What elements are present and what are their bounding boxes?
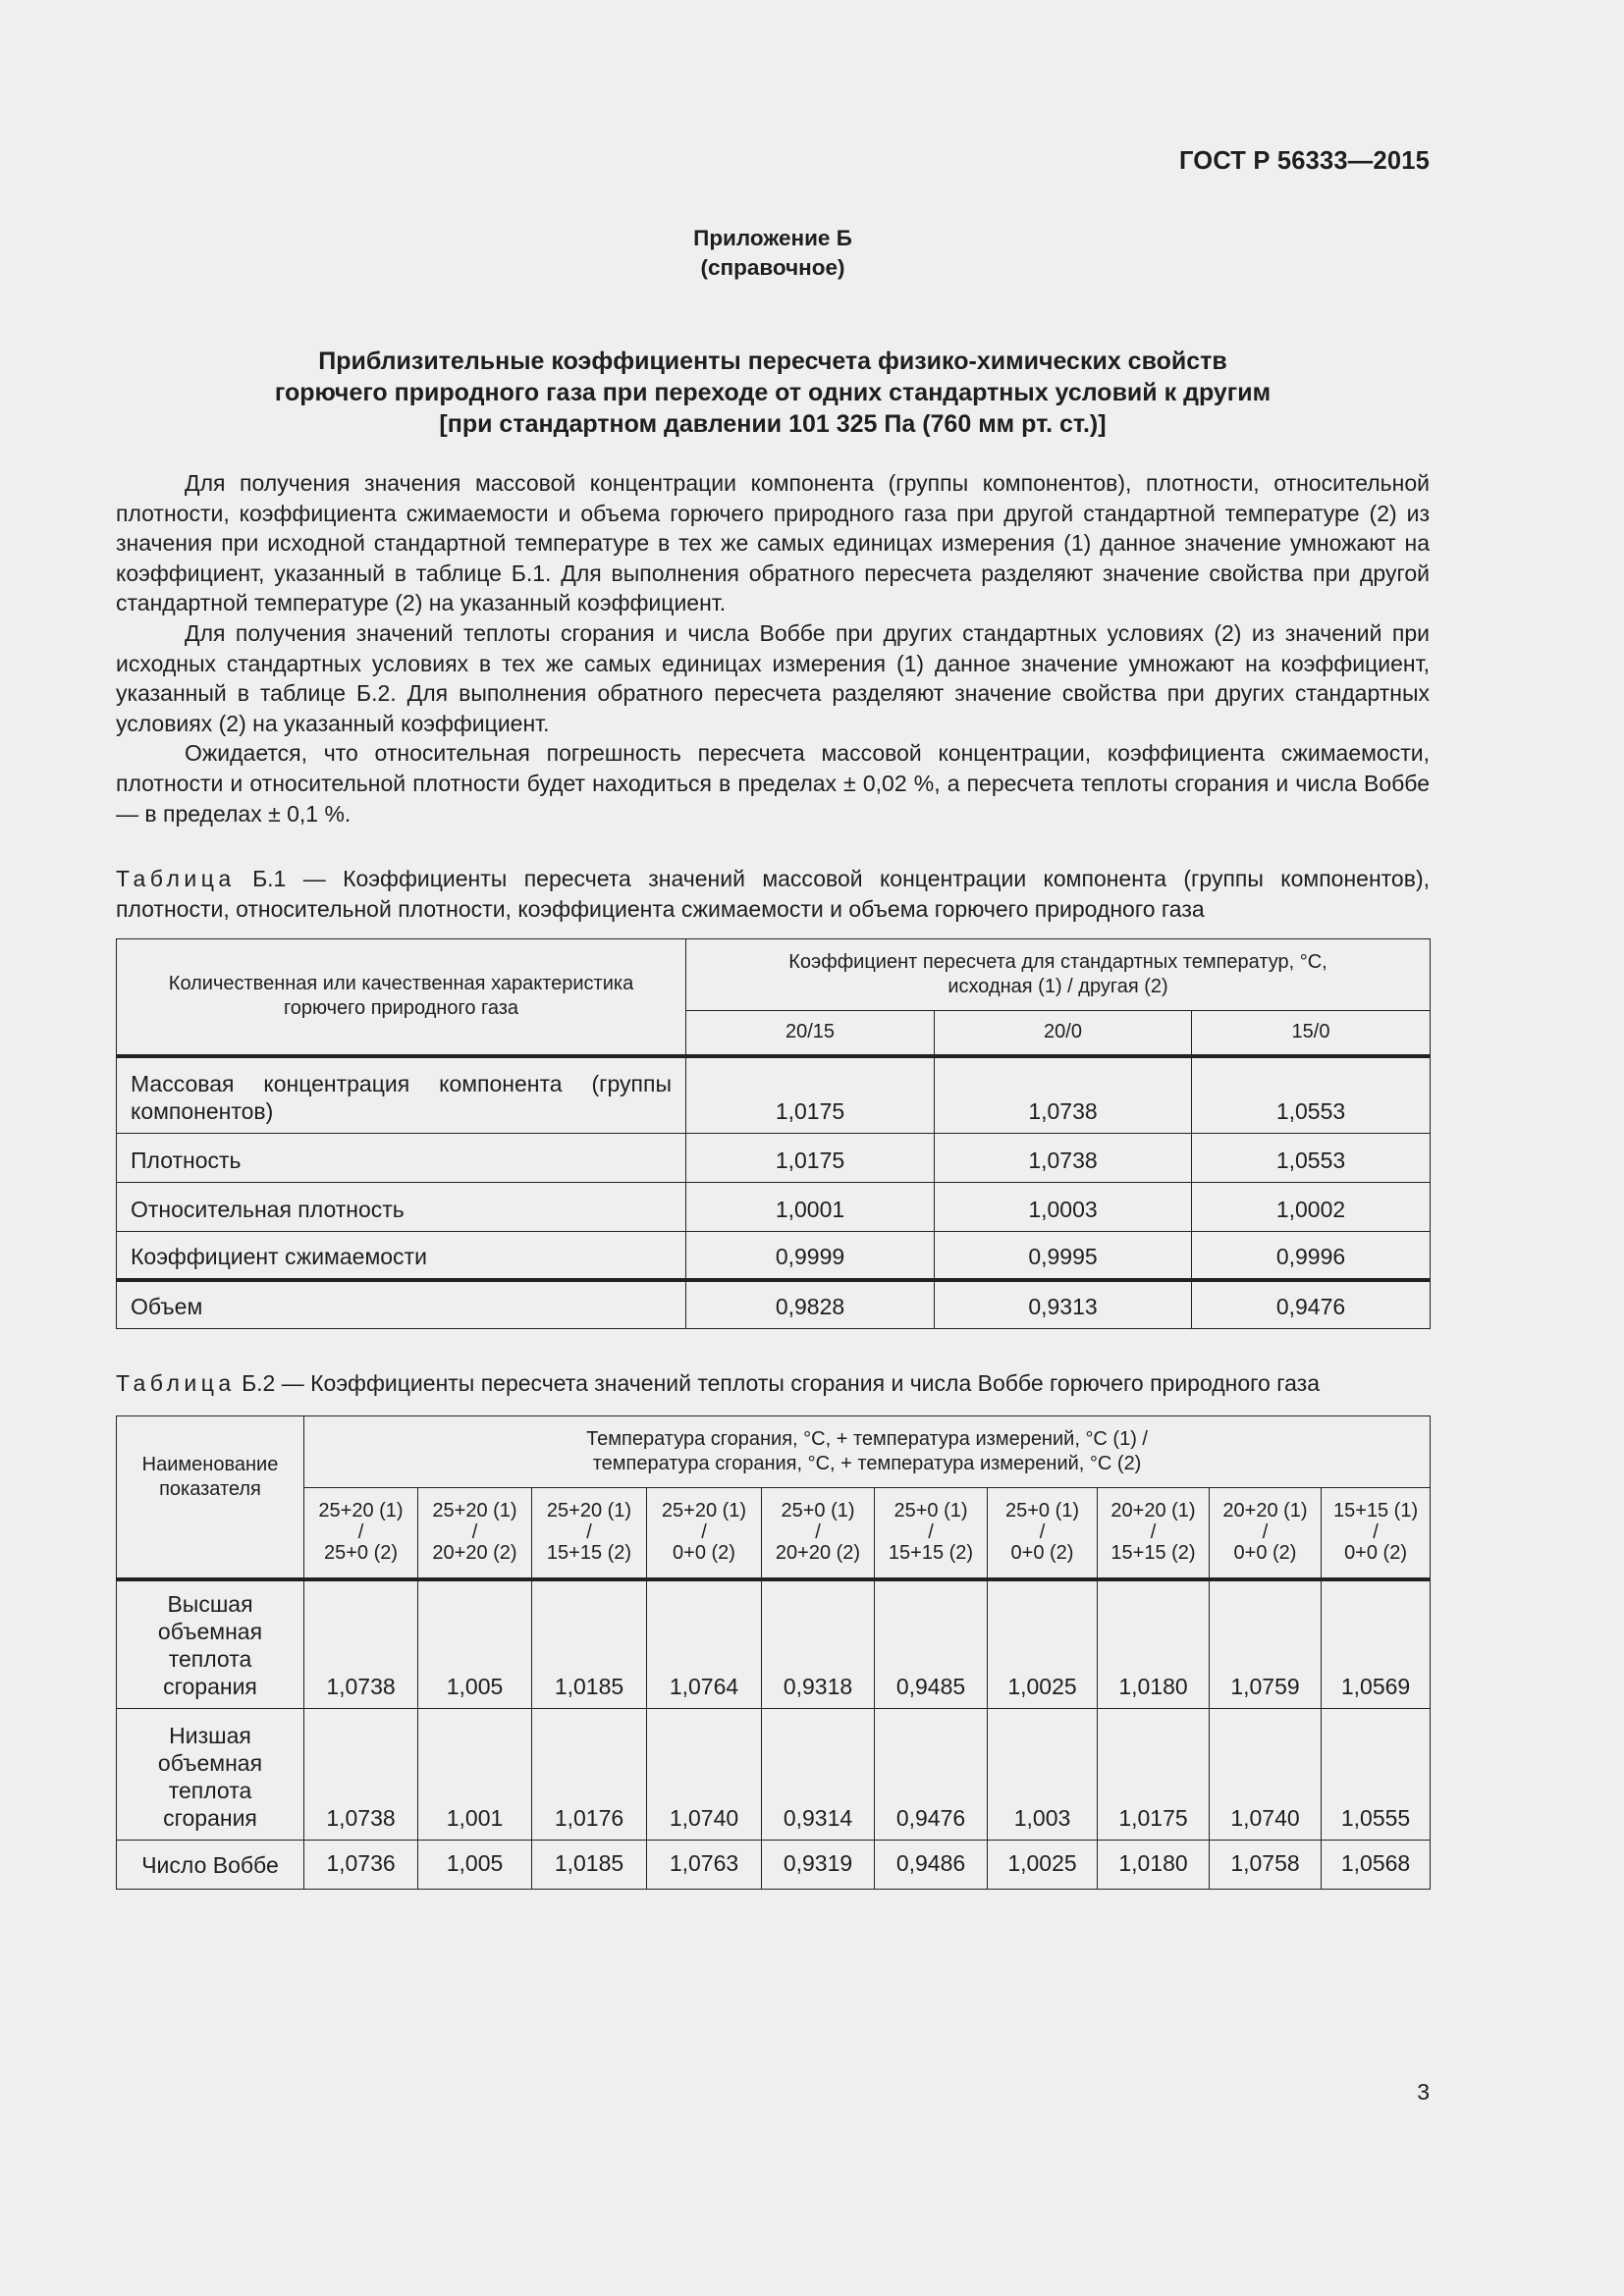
table-row <box>117 1183 1431 1232</box>
table1-caption-text: Б.1 — Коэффициенты пересчета значений массовой концентрации компонента (группы компонентов), плотности, относительной плотности, коэффициента сжимаемости и объема горючего природного газа <box>116 866 1430 922</box>
table2-header-line-2: температура сгорания, °С, + температура измерений, °С (2) <box>592 1453 1142 1474</box>
column-header-bottom: 20+20 (2) <box>432 1542 517 1565</box>
column-header-sep: / <box>1150 1522 1157 1544</box>
cell-value: 1,0025 <box>988 1579 1098 1709</box>
cell-value: 1,0763 <box>647 1841 762 1890</box>
title-line-1: Приблизительные коэффициенты пересчета физико-химических свойств <box>318 347 1227 375</box>
cell-value: 1,0553 <box>1192 1134 1431 1183</box>
cell-value: 1,0180 <box>1098 1841 1210 1890</box>
row-label: Объем <box>117 1280 686 1329</box>
cell-value: 0,9319 <box>762 1841 875 1890</box>
table-row <box>117 1709 1431 1841</box>
column-header-sep: / <box>928 1522 934 1544</box>
table2-caption-label: Таблица <box>116 1370 236 1396</box>
page-number: 3 <box>1417 2079 1430 2105</box>
cell-value: 1,0003 <box>935 1183 1192 1232</box>
cell-value: 0,9476 <box>1192 1280 1431 1329</box>
cell-value: 1,0553 <box>1192 1056 1431 1134</box>
column-header-top: 20+20 (1) <box>1222 1500 1308 1522</box>
table-b1 <box>116 938 1431 1329</box>
cell-value: 1,0176 <box>532 1709 647 1841</box>
paragraph-2: Для получения значений теплоты сгорания и числа Воббе при других стандартных условиях (2) из значений при исходных стандартных условиях в тех же самых единицах измерения (1) данное значение умножают на коэффициент, указанный в таблице Б.2. Для выполнения обратного пересчета разделяют значение свойства при других стандартных условиях (2) на указанный коэффициент. <box>116 619 1430 736</box>
table1-caption-label: Таблица <box>116 866 236 891</box>
table-row <box>117 1579 1431 1709</box>
paragraph-1: Для получения значения массовой концентрации компонента (группы компонентов), плотности, относительной плотности, коэффициента сжимаемости и объема горючего природного газа при другой стандартной температуре (2) из значения при исходной стандартной температуре в тех же самых единицах измерения (1) данное значение умножают на коэффициент, указанный в таблице Б.1. Для выполнения обратного пересчета разделяют значение свойства при другой стандартной температуре (2) на указанный коэффициент. <box>116 470 1430 616</box>
table2-column-header <box>762 1488 875 1579</box>
column-header-sep: / <box>357 1522 364 1544</box>
title-line-2: горючего природного газа при переходе от одних стандартных условий к другим <box>274 379 1272 406</box>
cell-value: 1,0002 <box>1192 1183 1431 1232</box>
table-row <box>117 1232 1431 1280</box>
column-header-bottom: 0+0 (2) <box>673 1542 735 1565</box>
table-row <box>117 1056 1431 1134</box>
table1-header-characteristic: Количественная или качественная характеристика горючего природного газа <box>117 939 686 1056</box>
cell-value: 1,0569 <box>1322 1579 1431 1709</box>
table-row <box>117 1134 1431 1183</box>
cell-value: 1,0758 <box>1210 1841 1322 1890</box>
column-header-top: 20+20 (1) <box>1110 1500 1196 1522</box>
cell-value: 1,0568 <box>1322 1841 1431 1890</box>
table2-header-indicator: Наименование показателя <box>117 1416 304 1579</box>
cell-value: 1,0175 <box>686 1134 935 1183</box>
column-header-sep: / <box>815 1522 821 1544</box>
column-header-bottom: 0+0 (2) <box>1344 1542 1407 1565</box>
column-header-top: 15+15 (1) <box>1332 1500 1419 1522</box>
title-line-3: [при стандартном давлении 101 325 Па (760 мм рт. ст.)] <box>439 410 1107 438</box>
table2-column-header <box>1098 1488 1210 1579</box>
cell-value: 0,9995 <box>935 1232 1192 1280</box>
table2-column-header <box>875 1488 988 1579</box>
paragraph-3: Ожидается, что относительная погрешность пересчета массовой концентрации, коэффициента сжимаемости, плотности и относительной плотности будет находиться в пределах ± 0,02 %, а пересчета теплоты сгорания и числа Воббе — в пределах ± 0,1 %. <box>116 740 1430 827</box>
cell-value: 1,0555 <box>1322 1709 1431 1841</box>
row-label: Относительная плотность <box>117 1183 686 1232</box>
table-b2 <box>116 1415 1431 1890</box>
cell-value: 1,0736 <box>304 1841 418 1890</box>
table2-column-header <box>1322 1488 1431 1579</box>
cell-value: 1,001 <box>418 1709 532 1841</box>
table2-column-header <box>1210 1488 1322 1579</box>
cell-value: 1,005 <box>418 1579 532 1709</box>
column-header-sep: / <box>1373 1522 1379 1544</box>
table2-caption <box>116 1368 1430 1399</box>
column-header-sep: / <box>1039 1522 1046 1544</box>
table-row <box>117 1280 1431 1329</box>
cell-value: 0,9999 <box>686 1232 935 1280</box>
cell-value: 0,9486 <box>875 1841 988 1890</box>
appendix-label: Приложение Б <box>693 226 852 250</box>
column-header-sep: / <box>1262 1522 1269 1544</box>
table2-column-header <box>647 1488 762 1579</box>
cell-value: 0,9828 <box>686 1280 935 1329</box>
column-header-top: 25+0 (1) <box>781 1500 855 1522</box>
cell-value: 1,005 <box>418 1841 532 1890</box>
table2-header-temperature <box>304 1416 1431 1488</box>
row-label: Низшая объемная теплота сгорания <box>117 1709 304 1841</box>
column-header-sep: / <box>701 1522 707 1544</box>
table2-column-header <box>532 1488 647 1579</box>
table1-caption <box>116 864 1430 924</box>
column-header-top: 25+20 (1) <box>318 1500 404 1522</box>
cell-value: 0,9318 <box>762 1579 875 1709</box>
row-label: Плотность <box>117 1134 686 1183</box>
column-header-bottom: 15+15 (2) <box>888 1542 974 1565</box>
document-code: ГОСТ Р 56333—2015 <box>1178 147 1430 175</box>
cell-value: 1,0759 <box>1210 1579 1322 1709</box>
table2-column-header <box>988 1488 1098 1579</box>
cell-value: 1,0738 <box>304 1709 418 1841</box>
table-row <box>117 1841 1431 1890</box>
cell-value: 0,9313 <box>935 1280 1192 1329</box>
column-header-bottom: 0+0 (2) <box>1233 1542 1297 1565</box>
document-page <box>116 0 1430 2296</box>
table1-col-20-15: 20/15 <box>686 1011 935 1056</box>
appendix-type: (справочное) <box>700 255 845 280</box>
row-label: Высшая объемная теплота сгорания <box>117 1579 304 1709</box>
column-header-top: 25+20 (1) <box>546 1500 632 1522</box>
cell-value: 1,0764 <box>647 1579 762 1709</box>
cell-value: 1,0025 <box>988 1841 1098 1890</box>
body-text <box>116 468 1430 828</box>
cell-value: 1,003 <box>988 1709 1098 1841</box>
cell-value: 0,9314 <box>762 1709 875 1841</box>
cell-value: 1,0175 <box>1098 1709 1210 1841</box>
appendix-title <box>116 346 1430 440</box>
cell-value: 1,0740 <box>1210 1709 1322 1841</box>
table2-column-header <box>304 1488 418 1579</box>
table1-col-20-0: 20/0 <box>935 1011 1192 1056</box>
row-label: Массовая концентрация компонента (группы компонентов) <box>117 1056 686 1134</box>
table2-header-line-1: Температура сгорания, °С, + температура измерений, °С (1) / <box>586 1428 1148 1450</box>
cell-value: 0,9485 <box>875 1579 988 1709</box>
cell-value: 1,0738 <box>935 1134 1192 1183</box>
cell-value: 1,0001 <box>686 1183 935 1232</box>
cell-value: 1,0185 <box>532 1579 647 1709</box>
row-label: Коэффициент сжимаемости <box>117 1232 686 1280</box>
cell-value: 0,9476 <box>875 1709 988 1841</box>
column-header-bottom: 15+15 (2) <box>546 1542 632 1565</box>
cell-value: 1,0738 <box>304 1579 418 1709</box>
appendix-heading <box>116 224 1430 283</box>
cell-value: 1,0185 <box>532 1841 647 1890</box>
column-header-bottom: 0+0 (2) <box>1010 1542 1074 1565</box>
cell-value: 1,0740 <box>647 1709 762 1841</box>
column-header-top: 25+20 (1) <box>661 1500 747 1522</box>
table2-caption-text: Б.2 — Коэффициенты пересчета значений теплоты сгорания и числа Воббе горючего природного газа <box>235 1370 1320 1396</box>
table2-column-header <box>418 1488 532 1579</box>
column-header-sep: / <box>586 1522 592 1544</box>
cell-value: 1,0175 <box>686 1056 935 1134</box>
column-header-top: 25+20 (1) <box>432 1500 517 1522</box>
table1-header-coefficient: Коэффициент пересчета для стандартных температур, °С, исходная (1) / другая (2) <box>686 939 1431 1011</box>
table1-col-15-0: 15/0 <box>1192 1011 1431 1056</box>
column-header-top: 25+0 (1) <box>1004 1500 1080 1522</box>
cell-value: 1,0180 <box>1098 1579 1210 1709</box>
column-header-bottom: 15+15 (2) <box>1110 1542 1196 1565</box>
column-header-bottom: 25+0 (2) <box>323 1542 399 1565</box>
column-header-sep: / <box>471 1522 478 1544</box>
cell-value: 1,0738 <box>935 1056 1192 1134</box>
column-header-bottom: 20+20 (2) <box>775 1542 861 1565</box>
row-label: Число Воббе <box>117 1841 304 1890</box>
column-header-top: 25+0 (1) <box>893 1500 968 1522</box>
cell-value: 0,9996 <box>1192 1232 1431 1280</box>
